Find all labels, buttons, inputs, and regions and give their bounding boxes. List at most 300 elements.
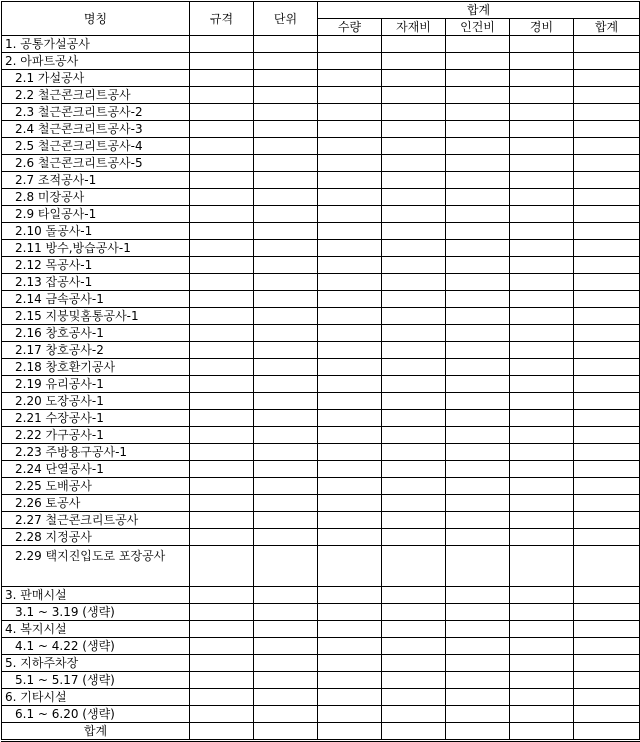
table-cell	[190, 121, 254, 138]
table-cell	[510, 655, 574, 672]
table-cell	[510, 393, 574, 410]
row-label: 5.1 ~ 5.17 (생략)	[2, 672, 190, 689]
table-cell	[574, 240, 640, 257]
table-cell	[254, 444, 318, 461]
table-cell	[510, 206, 574, 223]
table-cell	[446, 53, 510, 70]
table-row	[2, 444, 640, 461]
row-label: 2.24 단열공사-1	[2, 461, 190, 478]
table-cell	[318, 621, 382, 638]
table-row	[2, 529, 640, 546]
table-cell	[254, 121, 318, 138]
table-cell	[446, 410, 510, 427]
table-row	[2, 121, 640, 138]
table-cell	[574, 223, 640, 240]
table-cell	[446, 87, 510, 104]
table-cell	[382, 461, 446, 478]
header-unit: 단위	[254, 2, 318, 36]
row-label: 2.16 창호공사-1	[2, 325, 190, 342]
table-cell	[574, 121, 640, 138]
table-cell	[574, 706, 640, 723]
table-cell	[510, 223, 574, 240]
table-cell	[254, 655, 318, 672]
table-cell	[318, 155, 382, 172]
row-label: 2.13 잡공사-1	[2, 274, 190, 291]
table-cell	[510, 121, 574, 138]
row-label: 3.1 ~ 3.19 (생략)	[2, 604, 190, 621]
table-cell	[318, 240, 382, 257]
table-cell	[382, 444, 446, 461]
table-cell	[190, 529, 254, 546]
table-cell	[574, 291, 640, 308]
table-cell	[510, 546, 574, 587]
table-cell	[382, 621, 446, 638]
table-cell	[318, 121, 382, 138]
table-cell	[254, 257, 318, 274]
table-cell	[510, 706, 574, 723]
table-cell	[318, 672, 382, 689]
table-cell	[254, 723, 318, 741]
table-cell	[382, 291, 446, 308]
table-cell	[318, 87, 382, 104]
row-label: 2.21 수장공사-1	[2, 410, 190, 427]
table-cell	[446, 291, 510, 308]
header-material-cost: 자재비	[382, 19, 446, 36]
table-cell	[190, 257, 254, 274]
table-cell	[446, 376, 510, 393]
table-row	[2, 87, 640, 104]
table-cell	[190, 206, 254, 223]
table-cell	[318, 495, 382, 512]
table-cell	[382, 410, 446, 427]
table-cell	[574, 393, 640, 410]
table-cell	[446, 240, 510, 257]
table-cell	[574, 308, 640, 325]
table-cell	[318, 206, 382, 223]
table-cell	[446, 104, 510, 121]
table-cell	[510, 87, 574, 104]
table-cell	[382, 104, 446, 121]
table-cell	[190, 104, 254, 121]
table-cell	[254, 291, 318, 308]
table-row	[2, 546, 640, 587]
row-label: 4. 복지시설	[2, 621, 190, 638]
table-cell	[382, 274, 446, 291]
table-cell	[446, 444, 510, 461]
table-cell	[254, 495, 318, 512]
table-cell	[510, 189, 574, 206]
table-cell	[254, 587, 318, 604]
table-row	[2, 36, 640, 53]
row-label: 2.28 지정공사	[2, 529, 190, 546]
table-row	[2, 621, 640, 638]
table-cell	[510, 36, 574, 53]
table-row	[2, 461, 640, 478]
table-cell	[318, 461, 382, 478]
table-cell	[318, 376, 382, 393]
row-label: 3. 판매시설	[2, 587, 190, 604]
table-cell	[574, 410, 640, 427]
table-cell	[254, 689, 318, 706]
table-cell	[190, 53, 254, 70]
table-cell	[574, 444, 640, 461]
row-label: 2.11 방수,방습공사-1	[2, 240, 190, 257]
table-cell	[190, 512, 254, 529]
table-cell	[254, 206, 318, 223]
table-cell	[446, 427, 510, 444]
table-cell	[446, 172, 510, 189]
table-cell	[318, 427, 382, 444]
table-cell	[190, 308, 254, 325]
table-cell	[254, 70, 318, 87]
table-cell	[446, 495, 510, 512]
table-row	[2, 172, 640, 189]
table-cell	[574, 138, 640, 155]
table-cell	[510, 410, 574, 427]
table-row	[2, 257, 640, 274]
table-row	[2, 587, 640, 604]
header-sum: 합계	[574, 19, 640, 36]
table-cell	[446, 138, 510, 155]
table-cell	[382, 155, 446, 172]
table-cell	[318, 257, 382, 274]
table-cell	[254, 604, 318, 621]
table-cell	[318, 172, 382, 189]
table-cell	[446, 70, 510, 87]
table-cell	[190, 155, 254, 172]
table-row	[2, 478, 640, 495]
table-row	[2, 393, 640, 410]
table-cell	[382, 638, 446, 655]
table-cell	[382, 689, 446, 706]
row-label: 2.12 목공사-1	[2, 257, 190, 274]
table-cell	[254, 621, 318, 638]
table-cell	[574, 495, 640, 512]
table-cell	[318, 706, 382, 723]
table-cell	[190, 172, 254, 189]
table-cell	[382, 706, 446, 723]
row-label: 6.1 ~ 6.20 (생략)	[2, 706, 190, 723]
table-cell	[382, 206, 446, 223]
table-cell	[510, 461, 574, 478]
table-cell	[574, 325, 640, 342]
row-label: 2.8 미장공사	[2, 189, 190, 206]
row-label: 2. 아파트공사	[2, 53, 190, 70]
table-row	[2, 189, 640, 206]
table-cell	[510, 291, 574, 308]
table-cell	[382, 53, 446, 70]
table-cell	[254, 53, 318, 70]
table-cell	[190, 138, 254, 155]
table-cell	[190, 70, 254, 87]
table-cell	[254, 427, 318, 444]
header-quantity: 수량	[318, 19, 382, 36]
table-cell	[190, 87, 254, 104]
table-cell	[254, 638, 318, 655]
row-label: 2.9 타일공사-1	[2, 206, 190, 223]
table-cell	[190, 478, 254, 495]
table-cell	[382, 723, 446, 741]
table-cell	[382, 308, 446, 325]
table-cell	[574, 70, 640, 87]
row-label: 2.26 토공사	[2, 495, 190, 512]
table-cell	[190, 587, 254, 604]
table-cell	[446, 461, 510, 478]
table-cell	[318, 274, 382, 291]
table-cell	[446, 621, 510, 638]
table-cell	[382, 138, 446, 155]
table-cell	[574, 87, 640, 104]
table-cell	[574, 512, 640, 529]
table-cell	[254, 512, 318, 529]
table-cell	[382, 546, 446, 587]
table-cell	[254, 189, 318, 206]
table-row	[2, 376, 640, 393]
table-cell	[574, 723, 640, 741]
table-cell	[254, 461, 318, 478]
table-row	[2, 206, 640, 223]
table-cell	[382, 87, 446, 104]
table-cell	[190, 689, 254, 706]
table-cell	[446, 36, 510, 53]
table-cell	[574, 172, 640, 189]
table-cell	[190, 604, 254, 621]
table-cell	[318, 291, 382, 308]
table-cell	[510, 240, 574, 257]
table-cell	[318, 529, 382, 546]
table-row	[2, 359, 640, 376]
table-cell	[510, 689, 574, 706]
table-cell	[254, 172, 318, 189]
table-cell	[254, 223, 318, 240]
table-row	[2, 138, 640, 155]
table-cell	[318, 512, 382, 529]
table-cell	[382, 478, 446, 495]
table-cell	[254, 393, 318, 410]
table-cell	[446, 672, 510, 689]
table-cell	[510, 512, 574, 529]
table-cell	[574, 587, 640, 604]
table-row	[2, 706, 640, 723]
table-row	[2, 495, 640, 512]
table-cell	[446, 723, 510, 741]
table-cell	[446, 689, 510, 706]
table-cell	[510, 529, 574, 546]
cost-breakdown-table	[1, 1, 640, 742]
table-cell	[446, 638, 510, 655]
table-cell	[254, 410, 318, 427]
table-cell	[382, 495, 446, 512]
table-cell	[574, 604, 640, 621]
row-label: 1. 공통가설공사	[2, 36, 190, 53]
total-row	[2, 723, 640, 741]
table-cell	[574, 189, 640, 206]
table-cell	[190, 325, 254, 342]
table-cell	[382, 655, 446, 672]
table-cell	[382, 240, 446, 257]
table-cell	[382, 36, 446, 53]
table-cell	[190, 36, 254, 53]
table-cell	[190, 359, 254, 376]
table-cell	[254, 325, 318, 342]
table-cell	[190, 189, 254, 206]
row-label: 2.4 철근콘크리트공사-3	[2, 121, 190, 138]
table-cell	[190, 223, 254, 240]
table-cell	[318, 342, 382, 359]
table-cell	[446, 546, 510, 587]
table-cell	[382, 325, 446, 342]
table-cell	[190, 444, 254, 461]
table-cell	[510, 723, 574, 741]
table-cell	[446, 478, 510, 495]
table-cell	[382, 604, 446, 621]
table-cell	[574, 53, 640, 70]
table-cell	[574, 672, 640, 689]
table-cell	[446, 393, 510, 410]
table-row	[2, 604, 640, 621]
row-label: 2.20 도장공사-1	[2, 393, 190, 410]
table-row	[2, 512, 640, 529]
table-cell	[318, 189, 382, 206]
table-cell	[510, 155, 574, 172]
table-row	[2, 155, 640, 172]
table-row	[2, 240, 640, 257]
table-cell	[382, 223, 446, 240]
table-cell	[254, 138, 318, 155]
table-cell	[510, 604, 574, 621]
table-cell	[318, 604, 382, 621]
table-cell	[318, 410, 382, 427]
table-row	[2, 291, 640, 308]
table-cell	[190, 376, 254, 393]
table-cell	[318, 546, 382, 587]
row-label: 2.6 철근콘크리트공사-5	[2, 155, 190, 172]
table-cell	[318, 689, 382, 706]
row-label: 2.15 지붕및홈통공사-1	[2, 308, 190, 325]
table-cell	[190, 240, 254, 257]
table-cell	[574, 359, 640, 376]
row-label: 2.14 금속공사-1	[2, 291, 190, 308]
table-cell	[510, 257, 574, 274]
table-row	[2, 655, 640, 672]
table-cell	[446, 706, 510, 723]
table-cell	[190, 291, 254, 308]
table-cell	[382, 427, 446, 444]
table-cell	[382, 376, 446, 393]
table-cell	[254, 36, 318, 53]
table-cell	[574, 621, 640, 638]
header-labor-cost: 인건비	[446, 19, 510, 36]
table-cell	[190, 546, 254, 587]
table-row	[2, 342, 640, 359]
row-label: 2.27 철근콘크리트공사	[2, 512, 190, 529]
table-cell	[510, 53, 574, 70]
table-cell	[510, 104, 574, 121]
table-cell	[446, 359, 510, 376]
table-cell	[382, 70, 446, 87]
table-cell	[510, 587, 574, 604]
row-label: 4.1 ~ 4.22 (생략)	[2, 638, 190, 655]
table-cell	[574, 257, 640, 274]
table-row	[2, 427, 640, 444]
table-cell	[574, 36, 640, 53]
table-cell	[254, 342, 318, 359]
table-row	[2, 672, 640, 689]
table-cell	[382, 672, 446, 689]
table-cell	[510, 427, 574, 444]
total-label: 합계	[2, 723, 190, 741]
table-row	[2, 53, 640, 70]
table-cell	[510, 274, 574, 291]
table-cell	[510, 495, 574, 512]
header-expense: 경비	[510, 19, 574, 36]
table-cell	[254, 240, 318, 257]
table-cell	[574, 655, 640, 672]
table-cell	[318, 723, 382, 741]
table-cell	[190, 274, 254, 291]
table-cell	[254, 274, 318, 291]
table-cell	[318, 104, 382, 121]
table-cell	[510, 172, 574, 189]
table-cell	[318, 587, 382, 604]
table-cell	[190, 706, 254, 723]
header-spec: 규격	[190, 2, 254, 36]
table-cell	[190, 393, 254, 410]
table-cell	[510, 342, 574, 359]
row-label: 2.3 철근콘크리트공사-2	[2, 104, 190, 121]
table-cell	[190, 672, 254, 689]
table-cell	[318, 359, 382, 376]
table-cell	[510, 376, 574, 393]
table-cell	[318, 70, 382, 87]
table-cell	[510, 325, 574, 342]
table-cell	[510, 478, 574, 495]
table-cell	[510, 638, 574, 655]
table-cell	[254, 359, 318, 376]
table-cell	[446, 342, 510, 359]
table-cell	[190, 461, 254, 478]
table-row	[2, 308, 640, 325]
table-cell	[574, 376, 640, 393]
table-cell	[446, 121, 510, 138]
table-cell	[574, 478, 640, 495]
table-cell	[446, 274, 510, 291]
table-cell	[318, 308, 382, 325]
table-cell	[190, 655, 254, 672]
table-cell	[254, 529, 318, 546]
row-label: 2.19 유리공사-1	[2, 376, 190, 393]
table-cell	[446, 512, 510, 529]
table-cell	[318, 325, 382, 342]
table-cell	[574, 529, 640, 546]
table-cell	[510, 308, 574, 325]
table-cell	[574, 155, 640, 172]
header-total-group: 합계	[318, 2, 640, 19]
table-row	[2, 70, 640, 87]
table-cell	[574, 638, 640, 655]
table-body	[2, 36, 640, 723]
table-cell	[318, 444, 382, 461]
table-cell	[254, 87, 318, 104]
table-cell	[446, 587, 510, 604]
table-cell	[318, 478, 382, 495]
table-cell	[318, 223, 382, 240]
table-cell	[254, 155, 318, 172]
table-cell	[318, 138, 382, 155]
table-cell	[446, 206, 510, 223]
table-cell	[446, 189, 510, 206]
row-label: 2.29 택지진입도로 포장공사	[2, 546, 190, 587]
